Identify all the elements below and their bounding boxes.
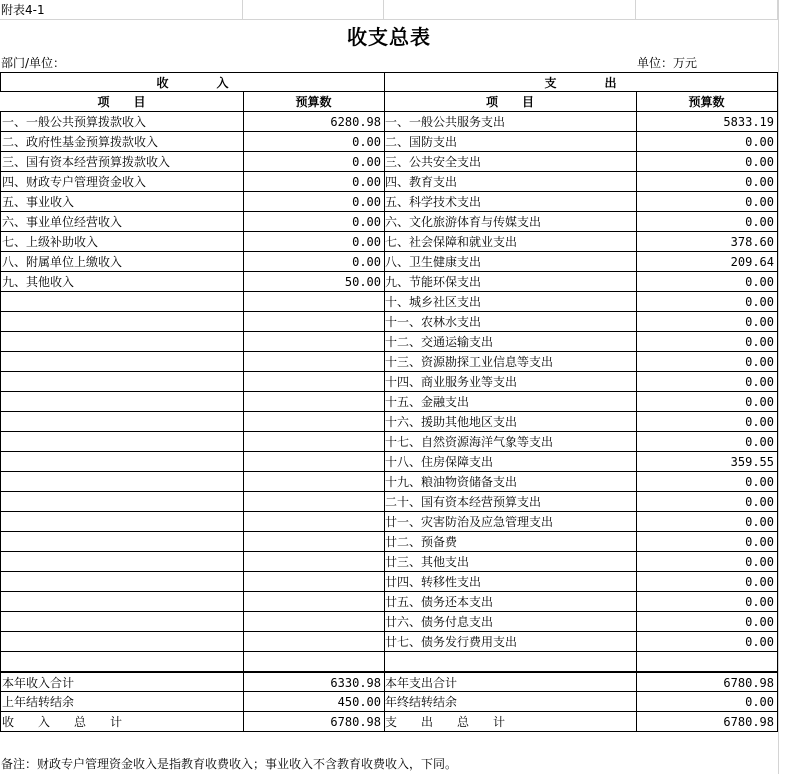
table-row [0, 512, 789, 532]
table-row [0, 152, 789, 172]
total-expense-value[interactable]: 0.00 [636, 692, 778, 712]
table-row [0, 272, 789, 292]
total-row [0, 692, 789, 712]
table-row [0, 612, 789, 632]
total-row [0, 712, 789, 732]
income-item-cell[interactable]: 四、财政专户管理资金收入 [0, 172, 244, 192]
total-income-label[interactable]: 上年结转结余 [0, 692, 244, 712]
income-item-cell[interactable] [0, 532, 244, 552]
expense-value-cell[interactable]: 0.00 [636, 352, 778, 372]
expense-item-cell[interactable]: 廿七、债务发行费用支出 [384, 632, 637, 652]
expense-header[interactable]: 支 出 [384, 72, 778, 92]
table-row [0, 392, 789, 412]
expense-value-cell[interactable]: 0.00 [636, 492, 778, 512]
income-item-cell[interactable] [0, 392, 244, 412]
income-item-cell[interactable] [0, 412, 244, 432]
income-value-cell[interactable]: 0.00 [243, 212, 385, 232]
unit-label[interactable]: 单位：万元 [637, 56, 698, 70]
income-value-cell[interactable] [243, 452, 385, 472]
income-item-cell[interactable] [0, 372, 244, 392]
income-value-cell[interactable]: 0.00 [243, 172, 385, 192]
col-budget-expense[interactable]: 预算数 [636, 92, 778, 112]
table-row [0, 312, 789, 332]
col-item-income[interactable]: 项 目 [0, 92, 244, 112]
total-income-label[interactable]: 收 入 总 计 [0, 712, 244, 732]
header-row-1 [0, 72, 789, 92]
income-value-cell[interactable] [243, 472, 385, 492]
expense-value-cell[interactable]: 0.00 [636, 272, 778, 292]
income-value-cell[interactable] [243, 432, 385, 452]
income-value-cell[interactable] [243, 332, 385, 352]
expense-value-cell[interactable]: 359.55 [636, 452, 778, 472]
income-header[interactable]: 收 入 [0, 72, 385, 92]
table-row [0, 632, 789, 652]
income-value-cell[interactable] [243, 652, 385, 672]
income-value-cell[interactable]: 0.00 [243, 232, 385, 252]
table-row [0, 432, 789, 452]
income-item-cell[interactable] [0, 592, 244, 612]
income-item-cell[interactable] [0, 492, 244, 512]
expense-value-cell[interactable]: 0.00 [636, 132, 778, 152]
expense-item-cell[interactable]: 十四、商业服务业等支出 [384, 372, 637, 392]
income-value-cell[interactable] [243, 512, 385, 532]
income-value-cell[interactable] [243, 572, 385, 592]
table-row [0, 412, 789, 432]
expense-value-cell[interactable]: 0.00 [636, 612, 778, 632]
page-title[interactable]: 收支总表 [347, 25, 431, 49]
expense-value-cell[interactable]: 0.00 [636, 572, 778, 592]
expense-value-cell[interactable]: 0.00 [636, 332, 778, 352]
expense-item-cell[interactable]: 十五、金融支出 [384, 392, 637, 412]
income-value-cell[interactable]: 0.00 [243, 252, 385, 272]
income-item-cell[interactable] [0, 612, 244, 632]
empty-cell[interactable] [636, 0, 778, 20]
income-item-cell[interactable] [0, 292, 244, 312]
note-text[interactable]: 备注：财政专户管理资金收入是指教育收费收入；事业收入不含教育收费收入，下同。 [1, 757, 458, 771]
expense-value-cell[interactable]: 209.64 [636, 252, 778, 272]
table-row [0, 452, 789, 472]
table-row [0, 352, 789, 372]
expense-value-cell[interactable]: 0.00 [636, 552, 778, 572]
expense-value-cell[interactable]: 0.00 [636, 152, 778, 172]
expense-item-cell[interactable]: 四、教育支出 [384, 172, 637, 192]
income-value-cell[interactable] [243, 632, 385, 652]
total-expense-value[interactable]: 6780.98 [636, 712, 778, 732]
table-row [0, 372, 789, 392]
expense-item-cell[interactable]: 十一、农林水支出 [384, 312, 637, 332]
income-item-cell[interactable] [0, 432, 244, 452]
table-row [0, 532, 789, 552]
expense-value-cell[interactable]: 0.00 [636, 632, 778, 652]
header-row-2 [0, 92, 789, 112]
income-value-cell[interactable] [243, 312, 385, 332]
income-value-cell[interactable] [243, 532, 385, 552]
expense-value-cell[interactable]: 0.00 [636, 292, 778, 312]
income-value-cell[interactable] [243, 592, 385, 612]
expense-item-cell[interactable]: 一、一般公共服务支出 [384, 112, 637, 132]
income-item-cell[interactable] [0, 452, 244, 472]
expense-item-cell[interactable]: 廿六、债务付息支出 [384, 612, 637, 632]
table-row [0, 472, 789, 492]
income-item-cell[interactable]: 七、上级补助收入 [0, 232, 244, 252]
total-income-value[interactable]: 450.00 [243, 692, 385, 712]
col-budget-income[interactable]: 预算数 [243, 92, 385, 112]
table-row [0, 252, 789, 272]
income-item-cell[interactable] [0, 552, 244, 572]
expense-item-cell[interactable]: 二十、国有资本经营预算支出 [384, 492, 637, 512]
income-value-cell[interactable] [243, 292, 385, 312]
income-value-cell[interactable] [243, 352, 385, 372]
income-item-cell[interactable]: 二、政府性基金预算拨款收入 [0, 132, 244, 152]
expense-value-cell[interactable]: 0.00 [636, 432, 778, 452]
expense-item-cell[interactable]: 六、文化旅游体育与传媒支出 [384, 212, 637, 232]
income-value-cell[interactable]: 0.00 [243, 132, 385, 152]
expense-item-cell[interactable]: 十七、自然资源海洋气象等支出 [384, 432, 637, 452]
total-expense-label[interactable]: 年终结转结余 [384, 692, 637, 712]
dept-label[interactable]: 部门/单位： [1, 56, 66, 70]
expense-item-cell[interactable]: 五、科学技术支出 [384, 192, 637, 212]
income-item-cell[interactable] [0, 312, 244, 332]
income-item-cell[interactable]: 五、事业收入 [0, 192, 244, 212]
expense-item-cell[interactable]: 十八、住房保障支出 [384, 452, 637, 472]
income-item-cell[interactable] [0, 352, 244, 372]
expense-value-cell[interactable]: 0.00 [636, 512, 778, 532]
income-value-cell[interactable] [243, 552, 385, 572]
income-item-cell[interactable]: 八、附属单位上缴收入 [0, 252, 244, 272]
expense-item-cell[interactable]: 十三、资源勘探工业信息等支出 [384, 352, 637, 372]
empty-cell[interactable] [243, 0, 384, 20]
expense-value-cell[interactable]: 378.60 [636, 232, 778, 252]
expense-item-cell[interactable]: 十九、粮油物资储备支出 [384, 472, 637, 492]
income-item-cell[interactable] [0, 332, 244, 352]
col-item-expense[interactable]: 项 目 [384, 92, 637, 112]
expense-value-cell[interactable]: 0.00 [636, 172, 778, 192]
income-item-cell[interactable]: 六、事业单位经营收入 [0, 212, 244, 232]
table-row [0, 232, 789, 252]
expense-item-cell[interactable]: 廿三、其他支出 [384, 552, 637, 572]
expense-value-cell[interactable]: 0.00 [636, 392, 778, 412]
income-value-cell[interactable]: 0.00 [243, 192, 385, 212]
table-row [0, 192, 789, 212]
income-item-cell[interactable] [0, 472, 244, 492]
title-row [0, 20, 789, 52]
expense-value-cell[interactable]: 0.00 [636, 192, 778, 212]
total-row [0, 672, 789, 692]
table-row [0, 132, 789, 152]
table-row [0, 212, 789, 232]
expense-item-cell[interactable]: 廿二、预备费 [384, 532, 637, 552]
income-item-cell[interactable]: 三、国有资本经营预算拨款收入 [0, 152, 244, 172]
expense-item-cell[interactable]: 七、社会保障和就业支出 [384, 232, 637, 252]
expense-item-cell[interactable]: 十、城乡社区支出 [384, 292, 637, 312]
expense-item-cell[interactable]: 九、节能环保支出 [384, 272, 637, 292]
total-expense-label[interactable]: 本年支出合计 [384, 672, 637, 692]
table-row [0, 572, 789, 592]
expense-value-cell[interactable]: 0.00 [636, 212, 778, 232]
expense-item-cell[interactable]: 二、国防支出 [384, 132, 637, 152]
income-value-cell[interactable]: 0.00 [243, 152, 385, 172]
expense-item-cell[interactable] [384, 652, 637, 672]
income-item-cell[interactable] [0, 652, 244, 672]
table-row [0, 652, 789, 672]
income-item-cell[interactable] [0, 512, 244, 532]
total-income-value[interactable]: 6780.98 [243, 712, 385, 732]
expense-value-cell[interactable]: 0.00 [636, 592, 778, 612]
empty-cell[interactable] [384, 0, 636, 20]
income-value-cell[interactable] [243, 612, 385, 632]
total-expense-label[interactable]: 支 出 总 计 [384, 712, 637, 732]
table-row [0, 552, 789, 572]
total-income-value[interactable]: 6330.98 [243, 672, 385, 692]
expense-value-cell[interactable]: 0.00 [636, 412, 778, 432]
expense-value-cell[interactable] [636, 652, 778, 672]
table-row [0, 492, 789, 512]
income-value-cell[interactable]: 6280.98 [243, 112, 385, 132]
expense-value-cell[interactable]: 0.00 [636, 472, 778, 492]
expense-item-cell[interactable]: 十二、交通运输支出 [384, 332, 637, 352]
income-value-cell[interactable] [243, 492, 385, 512]
income-value-cell[interactable] [243, 412, 385, 432]
expense-value-cell[interactable]: 0.00 [636, 312, 778, 332]
income-item-cell[interactable] [0, 572, 244, 592]
expense-item-cell[interactable]: 八、卫生健康支出 [384, 252, 637, 272]
income-value-cell[interactable]: 50.00 [243, 272, 385, 292]
appendix-label[interactable]: 附表4-1 [0, 0, 243, 20]
note-row [0, 754, 789, 774]
income-value-cell[interactable] [243, 372, 385, 392]
total-expense-value[interactable]: 6780.98 [636, 672, 778, 692]
expense-item-cell[interactable]: 廿四、转移性支出 [384, 572, 637, 592]
table-row [0, 292, 789, 312]
table-row [0, 592, 789, 612]
expense-item-cell[interactable]: 廿一、灾害防治及应急管理支出 [384, 512, 637, 532]
expense-item-cell[interactable]: 十六、援助其他地区支出 [384, 412, 637, 432]
income-item-cell[interactable]: 一、一般公共预算拨款收入 [0, 112, 244, 132]
table-row [0, 332, 789, 352]
table-row [0, 112, 789, 132]
expense-value-cell[interactable]: 0.00 [636, 372, 778, 392]
income-item-cell[interactable]: 九、其他收入 [0, 272, 244, 292]
income-value-cell[interactable] [243, 392, 385, 412]
appendix-row [0, 0, 789, 20]
expense-item-cell[interactable]: 三、公共安全支出 [384, 152, 637, 172]
expense-item-cell[interactable]: 廿五、债务还本支出 [384, 592, 637, 612]
expense-value-cell[interactable]: 0.00 [636, 532, 778, 552]
table-row [0, 172, 789, 192]
expense-value-cell[interactable]: 5833.19 [636, 112, 778, 132]
sheet-gridline [778, 0, 779, 774]
income-item-cell[interactable] [0, 632, 244, 652]
dept-row [0, 52, 789, 72]
total-income-label[interactable]: 本年收入合计 [0, 672, 244, 692]
